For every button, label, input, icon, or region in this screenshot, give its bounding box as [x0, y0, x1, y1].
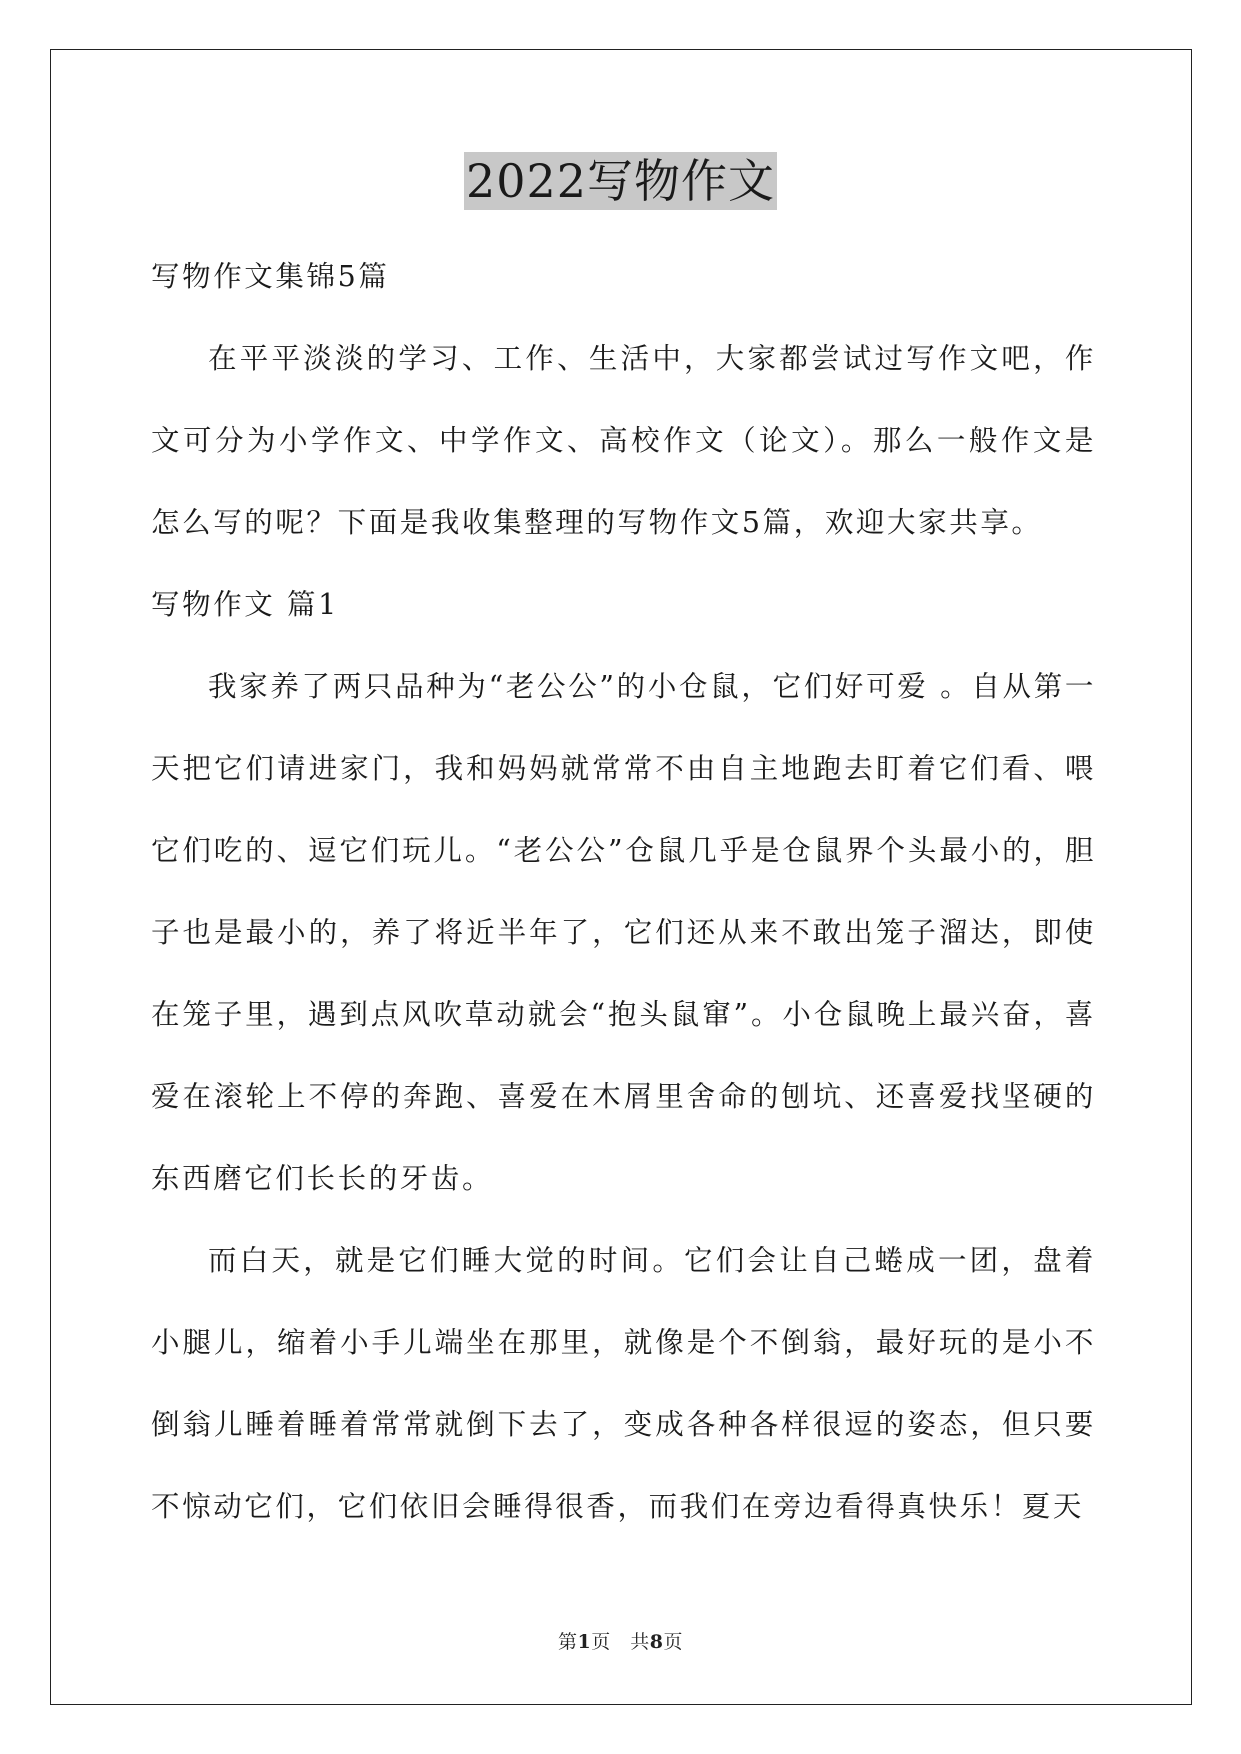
current-page-number: 1 — [577, 1631, 592, 1653]
body-paragraph: 我家养了两只品种为“老公公”的小仓鼠，它们好可爱 。自从第一天把它们请进家门，我和妈妈就常常不由自主地跑去盯着它们看、喂它们吃的、逗它们玩儿。“老公公”仓鼠几乎是仓鼠界个头最小的，胆子也是最小的，养了将近半年了，它们还从来不敢出笼子溜达，即使在笼子里，遇到点风吹草动就会“抱头鼠窜”。小仓鼠晚上最兴奋，喜爱在滚轮上不停的奔跑、喜爱在木屑里舍命的刨坑、还喜爱找坚硬的东西磨它们长长的牙齿。 — [151, 670, 1096, 1195]
subtitle-line: 写物作文集锦5篇 — [151, 260, 390, 293]
page-footer — [0, 1627, 1241, 1654]
footer-mid: 页 共 — [591, 1631, 650, 1653]
intro-paragraph: 在平平淡淡的学习、工作、生活中，大家都尝试过写作文吧，作文可分为小学作文、中学作文、高校作文（论文）。那么一般作文是怎么写的呢？下面是我收集整理的写物作文5篇，欢迎大家共享。 — [151, 342, 1096, 539]
document-body — [151, 236, 1096, 1548]
document-title: 2022写物作文 — [465, 154, 776, 208]
footer-prefix: 第 — [557, 1631, 578, 1653]
section-heading: 写物作文 篇1 — [151, 588, 339, 621]
title-wrap — [0, 152, 1241, 210]
body-paragraph: 而白天，就是它们睡大觉的时间。它们会让自己蜷成一团，盘着小腿儿，缩着小手儿端坐在那里，就像是个不倒翁，最好玩的是小不倒翁儿睡着睡着常常就倒下去了，变成各种各样很逗的姿态，但只要不惊动它们，它们依旧会睡得很香，而我们在旁边看得真快乐！夏天 — [151, 1244, 1096, 1523]
total-pages-number: 8 — [649, 1631, 664, 1653]
footer-suffix: 页 — [663, 1631, 683, 1653]
